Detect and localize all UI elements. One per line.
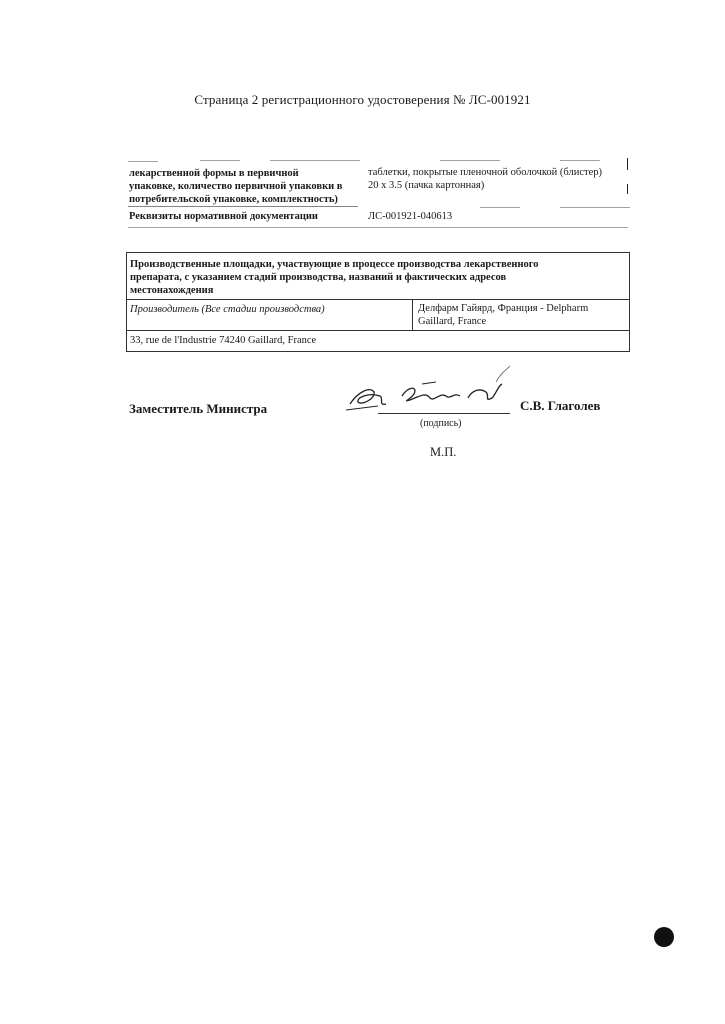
signature-line (378, 413, 510, 414)
table2-divider-producer (127, 330, 629, 331)
producer-label: Производитель (Все стадии производства) (130, 304, 325, 315)
table-border-fragment (627, 184, 628, 194)
scan-artifact (128, 227, 628, 228)
table2-column-divider (412, 300, 413, 330)
punch-hole-mark (654, 927, 674, 947)
table1-row2-label: Реквизиты нормативной документации (129, 211, 318, 222)
handwritten-signature (340, 362, 520, 417)
scan-artifact (128, 161, 158, 162)
table2-title-line3: местонахождения (130, 285, 214, 296)
table2-title-line1: Производственные площадки, участвующие в процессе производства лекарственного (130, 259, 539, 270)
table1-row1-value-line2: 20 х 3.5 (пачка картонная) (368, 180, 485, 191)
table2-title-line2: препарата, с указанием стадий производства, названий и фактических адресов (130, 272, 507, 283)
producer-address: 33, rue de l'Industrie 74240 Gaillard, France (130, 335, 317, 346)
table1-divider (128, 206, 358, 207)
scan-artifact (480, 207, 520, 208)
table1-row1-label-line3: потребительской упаковке, комплектность) (129, 194, 338, 205)
scan-artifact (440, 160, 500, 161)
stamp-place: М.П. (430, 445, 457, 459)
scan-artifact (270, 160, 360, 161)
table1-row2-value: ЛС-001921-040613 (368, 211, 453, 222)
table-border-fragment (627, 158, 628, 170)
table1-row1-label-line1: лекарственной формы в первичной (129, 168, 299, 179)
producer-value-line2: Gaillard, France (418, 316, 487, 327)
producer-value-line1: Делфарм Гайярд, Франция - Delpharm (418, 303, 589, 314)
scan-artifact (560, 160, 600, 161)
signatory-name: С.В. Глаголев (520, 398, 601, 413)
signatory-position: Заместитель Министра (129, 401, 268, 416)
table1-row1-value-line1: таблетки, покрытые пленочной оболочкой (блистер) (368, 167, 602, 178)
signature-caption: (подпись) (420, 418, 462, 429)
table2-divider-title (127, 299, 629, 300)
scan-artifact (200, 160, 240, 161)
table1-row1-label-line2: упаковке, количество первичной упаковки в (129, 181, 343, 192)
page-header: Страница 2 регистрационного удостоверения № ЛС-001921 (194, 92, 531, 107)
scan-artifact (560, 207, 630, 208)
